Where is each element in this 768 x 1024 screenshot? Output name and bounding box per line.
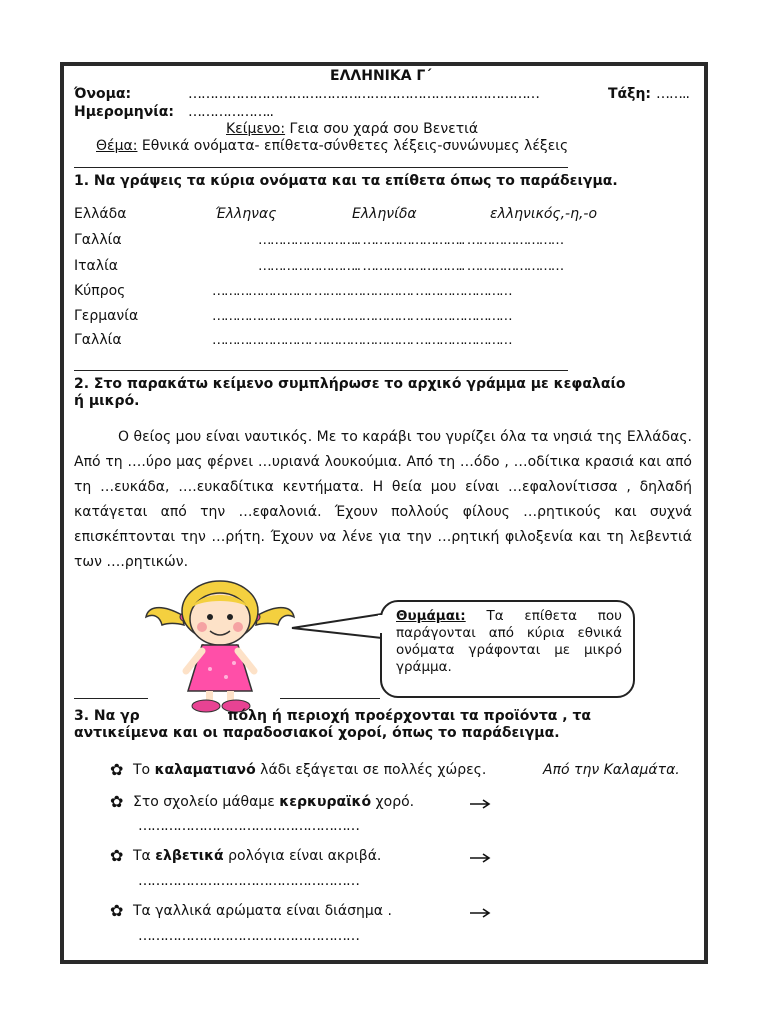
page-title: ΕΛΛΗΝΙΚΑ Γ΄ bbox=[330, 68, 432, 84]
item-text: Τα bbox=[133, 848, 156, 864]
item-text: Τα γαλλικά αρώματα είναι διάσημα . bbox=[133, 903, 392, 919]
bubble-pointer-mask bbox=[378, 615, 384, 633]
text-label: Κείμενο: bbox=[226, 121, 286, 137]
date-dots: ……………….. bbox=[188, 104, 273, 120]
bubble-text bbox=[396, 608, 622, 676]
name-dots: ……………………………………………………………………… bbox=[188, 86, 539, 102]
text-line bbox=[226, 121, 478, 137]
answer-dots: …………………………………………… bbox=[138, 818, 359, 834]
exercise3-heading-line2: αντικείμενα και οι παραδοσιακοί χοροί, όπως το παράδειγμα. bbox=[74, 725, 560, 741]
flower-icon: ✿ bbox=[110, 846, 124, 865]
theme-label: Θέμα: bbox=[96, 138, 138, 154]
fill-in-paragraph bbox=[74, 425, 692, 575]
paragraph-text: Ο θείος μου είναι ναυτικός. Με το καράβι του γυρίζει όλα τα νησιά της Ελλάδας. Από τη ….ύρο μας φέρνει …υριανά λουκούμια. Από τη …όδο , …οδίτικα κρασιά και από τη …ευκάδα, ….ευκαδίτικα κεντήματα. Η θεία μου είναι …εφαλονίτισσα , δηλαδή κατάγεται από την …εφαλονιά. Έχουν πολλούς φίλους …ρητικούς και συχνά επισκέπτονται την …ρήτη. Έχουν να λένε για την …ρητική φιλοξενία και τη λεβεντιά των ….ρητικών. bbox=[74, 429, 692, 570]
row-country: Κύπρος bbox=[74, 283, 126, 299]
row-dots: ……………………. ……………………. …………………… bbox=[212, 308, 512, 324]
item-text: χορό. bbox=[371, 794, 415, 810]
row-country: Γαλλία bbox=[74, 332, 122, 348]
example-male: Έλληνας bbox=[215, 206, 277, 222]
date-label: Ημερομηνία: bbox=[74, 104, 174, 120]
item-keyword: ελβετικά bbox=[155, 848, 224, 864]
row-dots: …………………….. …………………….. …………………… bbox=[258, 232, 563, 248]
example-country: Ελλάδα bbox=[74, 206, 127, 222]
divider bbox=[280, 698, 380, 699]
arrow-right-icon bbox=[470, 908, 492, 918]
theme-line bbox=[96, 138, 568, 154]
flower-icon: ✿ bbox=[110, 760, 124, 779]
divider bbox=[74, 167, 568, 168]
answer-dots: …………………………………………… bbox=[138, 873, 359, 889]
theme-value: Εθνικά ονόματα- επίθετα-σύνθετες λέξεις-συνώνυμες λέξεις bbox=[141, 138, 569, 154]
flower-icon: ✿ bbox=[110, 901, 124, 920]
exercise3-item bbox=[133, 762, 486, 778]
exercise3-item bbox=[133, 903, 392, 919]
exercise3-item bbox=[133, 794, 414, 810]
item-keyword: καλαματιανό bbox=[154, 762, 256, 778]
item-text: Το bbox=[133, 762, 155, 778]
row-country: Γερμανία bbox=[74, 308, 139, 324]
class-label: Τάξη: bbox=[608, 86, 652, 102]
row-dots: …………………….. …………………….. …………………… bbox=[258, 258, 563, 274]
name-label: Όνομα: bbox=[74, 86, 132, 102]
arrow-right-icon bbox=[470, 799, 492, 809]
example-answer: Από την Καλαμάτα. bbox=[543, 762, 680, 778]
row-dots: ……………………. ……………………. …………………… bbox=[212, 332, 512, 348]
bubble-label: Θυμάμαι: bbox=[396, 608, 466, 624]
text-value: Γεια σου χαρά σου Βενετιά bbox=[289, 121, 479, 137]
row-country: Ιταλία bbox=[74, 258, 119, 274]
row-dots: ……………………. ……………………. …………………… bbox=[212, 283, 512, 299]
example-female: Ελληνίδα bbox=[352, 206, 417, 222]
answer-dots: …………………………………………… bbox=[138, 928, 359, 944]
row-country: Γαλλία bbox=[74, 232, 122, 248]
exercise3-item bbox=[133, 848, 381, 864]
girl-illustration bbox=[140, 573, 300, 715]
divider bbox=[74, 370, 568, 371]
item-text: λάδι εξάγεται σε πολλές χώρες. bbox=[255, 762, 487, 778]
item-text: ρολόγια είναι ακριβά. bbox=[223, 848, 382, 864]
exercise2-heading-line1: 2. Στο παρακάτω κείμενο συμπλήρωσε το αρχικό γράμμα με κεφαλαίο bbox=[74, 376, 626, 392]
arrow-right-icon bbox=[470, 853, 492, 863]
exercise3-heading-line1: 3. Να γρ πόλη ή περιοχή προέρχονται τα προϊόντα , τα bbox=[74, 708, 592, 724]
item-text: Στο σχολείο μάθαμε bbox=[133, 794, 280, 810]
divider bbox=[74, 698, 148, 699]
item-keyword: κερκυραϊκό bbox=[279, 794, 372, 810]
bubble-pointer bbox=[290, 612, 384, 642]
class-dots: …….. bbox=[656, 86, 689, 102]
flower-icon: ✿ bbox=[110, 792, 124, 811]
exercise2-heading-line2: ή μικρό. bbox=[74, 393, 140, 409]
bubble-body: Τα επίθετα που παράγονται από κύρια εθνικά ονόματα γράφονται με μικρό γράμμα. bbox=[396, 608, 622, 675]
reminder-bubble bbox=[380, 600, 635, 698]
exercise1-heading: 1. Να γράψεις τα κύρια ονόματα και τα επίθετα όπως το παράδειγμα. bbox=[74, 173, 618, 189]
example-adjective: ελληνικός,-η,-ο bbox=[490, 206, 598, 222]
